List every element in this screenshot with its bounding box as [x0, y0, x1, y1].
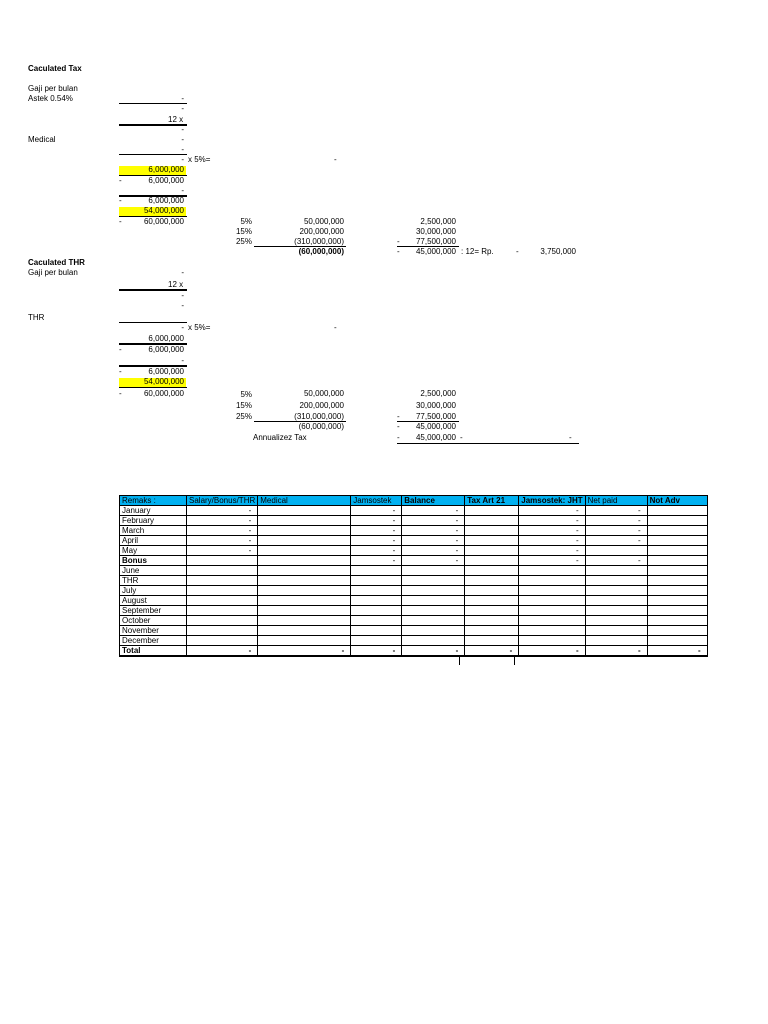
- table-cell: -: [519, 526, 585, 536]
- table-cell: -: [402, 526, 465, 536]
- table-row: [120, 606, 708, 616]
- cell-value: -: [181, 268, 184, 277]
- header-not-adv: Not Adv: [647, 496, 707, 506]
- table-row: [120, 626, 708, 636]
- tax-amount: 77,500,000: [415, 237, 456, 246]
- rate-5: 5%: [240, 217, 252, 226]
- table-cell: -: [351, 536, 402, 546]
- cell-value: -: [516, 247, 519, 256]
- table-cell: -: [258, 646, 351, 657]
- table-cell: [258, 576, 351, 586]
- table-cell: [258, 616, 351, 626]
- annualized-tax-label: Annualizez Tax: [253, 433, 307, 442]
- table-cell: [647, 566, 707, 576]
- tax-amount: 2,500,000: [420, 389, 456, 398]
- cell-value: -: [397, 247, 400, 256]
- table-cell: [187, 596, 258, 606]
- table-cell: -: [402, 536, 465, 546]
- header-medical: Medical: [258, 496, 351, 506]
- table-cell: [519, 566, 585, 576]
- cell-value: -: [569, 433, 572, 442]
- table-row: [120, 536, 708, 546]
- table-cell: -: [187, 546, 258, 556]
- cell-value: -: [181, 104, 184, 113]
- row-label: September: [120, 606, 187, 616]
- table-cell: [351, 586, 402, 596]
- cell-value: -: [181, 323, 184, 332]
- table-cell: [585, 616, 647, 626]
- row-label: March: [120, 526, 187, 536]
- table-cell: [351, 606, 402, 616]
- table-row: [120, 526, 708, 536]
- table-cell: [187, 606, 258, 616]
- table-cell: [585, 586, 647, 596]
- table-row: [120, 636, 708, 646]
- table-cell: [187, 556, 258, 566]
- table-cell: -: [519, 546, 585, 556]
- table-total-row: [120, 646, 708, 657]
- table-cell: [465, 506, 519, 516]
- table-cell: [258, 626, 351, 636]
- cell-value: -: [397, 237, 400, 246]
- cell-value: -: [181, 155, 184, 164]
- five-percent-label: x 5%=: [188, 155, 211, 164]
- table-cell: [351, 626, 402, 636]
- gaji-label: Gaji per bulan: [28, 84, 78, 93]
- row-label: April: [120, 536, 187, 546]
- tax-amount: 30,000,000: [415, 401, 456, 410]
- table-cell: -: [351, 646, 402, 657]
- table-row: [120, 506, 708, 516]
- table-cell: [187, 636, 258, 646]
- table-cell: -: [465, 646, 519, 657]
- tax-amount: 2,500,000: [420, 217, 456, 226]
- table-cell: [647, 546, 707, 556]
- table-row: [120, 616, 708, 626]
- table-cell: [647, 616, 707, 626]
- table-cell: [258, 526, 351, 536]
- tax-amount: 77,500,000: [415, 412, 456, 421]
- table-cell: [585, 576, 647, 586]
- header-balance: Balance: [402, 496, 465, 506]
- medical-label: Medical: [28, 135, 56, 144]
- table-cell: [402, 576, 465, 586]
- table-cell: [647, 596, 707, 606]
- table-cell: [465, 566, 519, 576]
- monthly-tax: 3,750,000: [540, 247, 576, 256]
- table-cell: [187, 586, 258, 596]
- table-header-row: [120, 496, 708, 506]
- annualized-tax: 45,000,000: [415, 433, 456, 442]
- summary-table: [119, 495, 708, 657]
- table-cell: -: [351, 506, 402, 516]
- cell-value: -: [181, 291, 184, 300]
- table-row: [120, 516, 708, 526]
- table-cell: [519, 596, 585, 606]
- tax-section-title: Caculated Tax: [28, 64, 82, 73]
- bracket-amount: 200,000,000: [299, 401, 344, 410]
- table-cell: [647, 526, 707, 536]
- rule: [514, 655, 515, 665]
- cell-value: -: [397, 422, 400, 431]
- table-cell: -: [402, 556, 465, 566]
- table-cell: -: [519, 556, 585, 566]
- rate-5: 5%: [240, 390, 252, 399]
- table-cell: [402, 636, 465, 646]
- divide-label: : 12= Rp.: [461, 247, 494, 256]
- row-label: January: [120, 506, 187, 516]
- table-cell: [465, 516, 519, 526]
- cell-value: -: [181, 186, 184, 195]
- table-cell: [585, 566, 647, 576]
- cell-value: -: [397, 433, 400, 442]
- bracket-total: (60,000,000): [298, 247, 344, 256]
- rule: [397, 443, 579, 444]
- cell-value: -: [119, 176, 122, 185]
- table-cell: [402, 566, 465, 576]
- row-label: December: [120, 636, 187, 646]
- cell-value: -: [181, 301, 184, 310]
- table-cell: -: [519, 536, 585, 546]
- table-cell: [647, 536, 707, 546]
- table-row: [120, 566, 708, 576]
- table-cell: [402, 626, 465, 636]
- cell-value: -: [181, 94, 184, 103]
- table-cell: [585, 606, 647, 616]
- table-cell: [647, 556, 707, 566]
- header-jamsostek-jht: Jamsostek: JHT: [519, 496, 585, 506]
- table-cell: [351, 596, 402, 606]
- table-cell: [351, 576, 402, 586]
- value-60m: 60,000,000: [143, 389, 184, 398]
- table-cell: [351, 636, 402, 646]
- rate-15: 15%: [235, 227, 252, 236]
- table-row: [120, 596, 708, 606]
- table-cell: [465, 526, 519, 536]
- table-cell: -: [519, 646, 585, 657]
- value-6m: 6,000,000: [148, 165, 184, 174]
- header-jamsostek: Jamsostek: [351, 496, 402, 506]
- table-cell: -: [402, 506, 465, 516]
- table-cell: -: [647, 646, 707, 657]
- table-cell: [258, 546, 351, 556]
- table-cell: -: [585, 526, 647, 536]
- table-cell: -: [585, 506, 647, 516]
- twelve-multiplier: 12 x: [168, 115, 184, 124]
- bracket-amount: (310,000,000): [294, 412, 344, 421]
- table-cell: [465, 586, 519, 596]
- table-cell: [351, 616, 402, 626]
- table-cell: [465, 556, 519, 566]
- table-cell: [465, 616, 519, 626]
- row-label: February: [120, 516, 187, 526]
- table-cell: [519, 606, 585, 616]
- table-cell: -: [585, 516, 647, 526]
- rule: [459, 655, 460, 665]
- table-cell: -: [585, 536, 647, 546]
- cell-value: -: [181, 125, 184, 134]
- row-label: Bonus: [120, 556, 187, 566]
- table-cell: [647, 516, 707, 526]
- value-6m: 6,000,000: [148, 334, 184, 343]
- table-cell: [187, 576, 258, 586]
- table-cell: -: [519, 506, 585, 516]
- value-6m: 6,000,000: [148, 176, 184, 185]
- thr-section-title: Caculated THR: [28, 258, 85, 267]
- value-54m: 54,000,000: [143, 206, 184, 215]
- table-cell: [519, 616, 585, 626]
- row-label: May: [120, 546, 187, 556]
- table-cell: [519, 626, 585, 636]
- tax-amount: 45,000,000: [415, 422, 456, 431]
- table-cell: -: [187, 646, 258, 657]
- table-cell: [465, 596, 519, 606]
- table-cell: [402, 606, 465, 616]
- table-cell: -: [351, 526, 402, 536]
- cell-value: -: [119, 389, 122, 398]
- table-cell: -: [187, 516, 258, 526]
- row-label: Total: [120, 646, 187, 657]
- header-remarks: Remaks :: [120, 496, 187, 506]
- cell-value: -: [181, 145, 184, 154]
- table-cell: [187, 616, 258, 626]
- table-cell: -: [402, 646, 465, 657]
- table-cell: -: [351, 516, 402, 526]
- table-cell: [519, 636, 585, 646]
- bracket-amount: 50,000,000: [303, 389, 344, 398]
- value-6m: 6,000,000: [148, 196, 184, 205]
- table-cell: [465, 576, 519, 586]
- value-6m: 6,000,000: [148, 345, 184, 354]
- thr-gaji-label: Gaji per bulan: [28, 268, 78, 277]
- table-cell: -: [519, 516, 585, 526]
- cell-value: -: [119, 367, 122, 376]
- header-net-paid: Net paid: [585, 496, 647, 506]
- table-cell: [258, 606, 351, 616]
- table-cell: -: [402, 516, 465, 526]
- row-label: November: [120, 626, 187, 636]
- cell-value: -: [460, 433, 463, 442]
- table-cell: [585, 596, 647, 606]
- table-cell: [258, 566, 351, 576]
- thr-label: THR: [28, 313, 45, 322]
- table-cell: [647, 626, 707, 636]
- table-cell: [465, 636, 519, 646]
- cell-value: -: [334, 323, 337, 332]
- table-cell: [585, 636, 647, 646]
- table-cell: [402, 586, 465, 596]
- five-percent-label: x 5%=: [188, 323, 211, 332]
- tax-amount: 30,000,000: [415, 227, 456, 236]
- tax-total: 45,000,000: [415, 247, 456, 256]
- row-label: July: [120, 586, 187, 596]
- table-cell: [647, 636, 707, 646]
- value-54m: 54,000,000: [143, 377, 184, 386]
- table-cell: -: [187, 536, 258, 546]
- table-row: [120, 576, 708, 586]
- table-cell: [258, 516, 351, 526]
- table-cell: -: [187, 526, 258, 536]
- table-cell: -: [351, 556, 402, 566]
- bracket-amount: 50,000,000: [303, 217, 344, 226]
- header-tax-art-21: Tax Art 21: [465, 496, 519, 506]
- table-cell: [258, 596, 351, 606]
- table-cell: -: [585, 646, 647, 657]
- cell-value: -: [119, 345, 122, 354]
- table-cell: [519, 576, 585, 586]
- header-salary: Salary/Bonus/THR: [187, 496, 258, 506]
- rule: [119, 387, 187, 388]
- table-cell: [519, 586, 585, 596]
- row-label: August: [120, 596, 187, 606]
- table-row: [120, 586, 708, 596]
- row-label: June: [120, 566, 187, 576]
- table-cell: [585, 546, 647, 556]
- bracket-amount: 200,000,000: [299, 227, 344, 236]
- table-cell: [465, 606, 519, 616]
- cell-value: -: [334, 155, 337, 164]
- row-label: THR: [120, 576, 187, 586]
- table-cell: [465, 536, 519, 546]
- table-cell: [402, 616, 465, 626]
- table-cell: -: [351, 546, 402, 556]
- table-cell: [351, 566, 402, 576]
- table-cell: [647, 576, 707, 586]
- table-cell: [258, 556, 351, 566]
- table-cell: [647, 586, 707, 596]
- table-row: [120, 556, 708, 566]
- table-cell: [258, 506, 351, 516]
- table-cell: [258, 636, 351, 646]
- rate-25: 25%: [235, 412, 252, 421]
- table-row: [120, 546, 708, 556]
- rate-25: 25%: [235, 237, 252, 246]
- cell-value: -: [397, 412, 400, 421]
- table-cell: [258, 536, 351, 546]
- table-cell: [187, 566, 258, 576]
- table-cell: -: [402, 546, 465, 556]
- twelve-multiplier: 12 x: [168, 280, 184, 289]
- table-cell: [585, 626, 647, 636]
- table-cell: [647, 606, 707, 616]
- table-cell: [187, 626, 258, 636]
- cell-value: -: [119, 196, 122, 205]
- rate-15: 15%: [235, 401, 252, 410]
- value-6m: 6,000,000: [148, 367, 184, 376]
- bracket-total: (60,000,000): [298, 422, 344, 431]
- cell-value: -: [181, 135, 184, 144]
- table-cell: [402, 596, 465, 606]
- row-label: October: [120, 616, 187, 626]
- table-cell: -: [187, 506, 258, 516]
- table-cell: [647, 506, 707, 516]
- table-cell: -: [585, 556, 647, 566]
- table-cell: [465, 546, 519, 556]
- bracket-amount: (310,000,000): [294, 237, 344, 246]
- table-cell: [465, 626, 519, 636]
- table-cell: [258, 586, 351, 596]
- cell-value: -: [119, 217, 122, 226]
- astek-label: Astek 0.54%: [28, 94, 73, 103]
- cell-value: -: [181, 356, 184, 365]
- value-60m: 60,000,000: [143, 217, 184, 226]
